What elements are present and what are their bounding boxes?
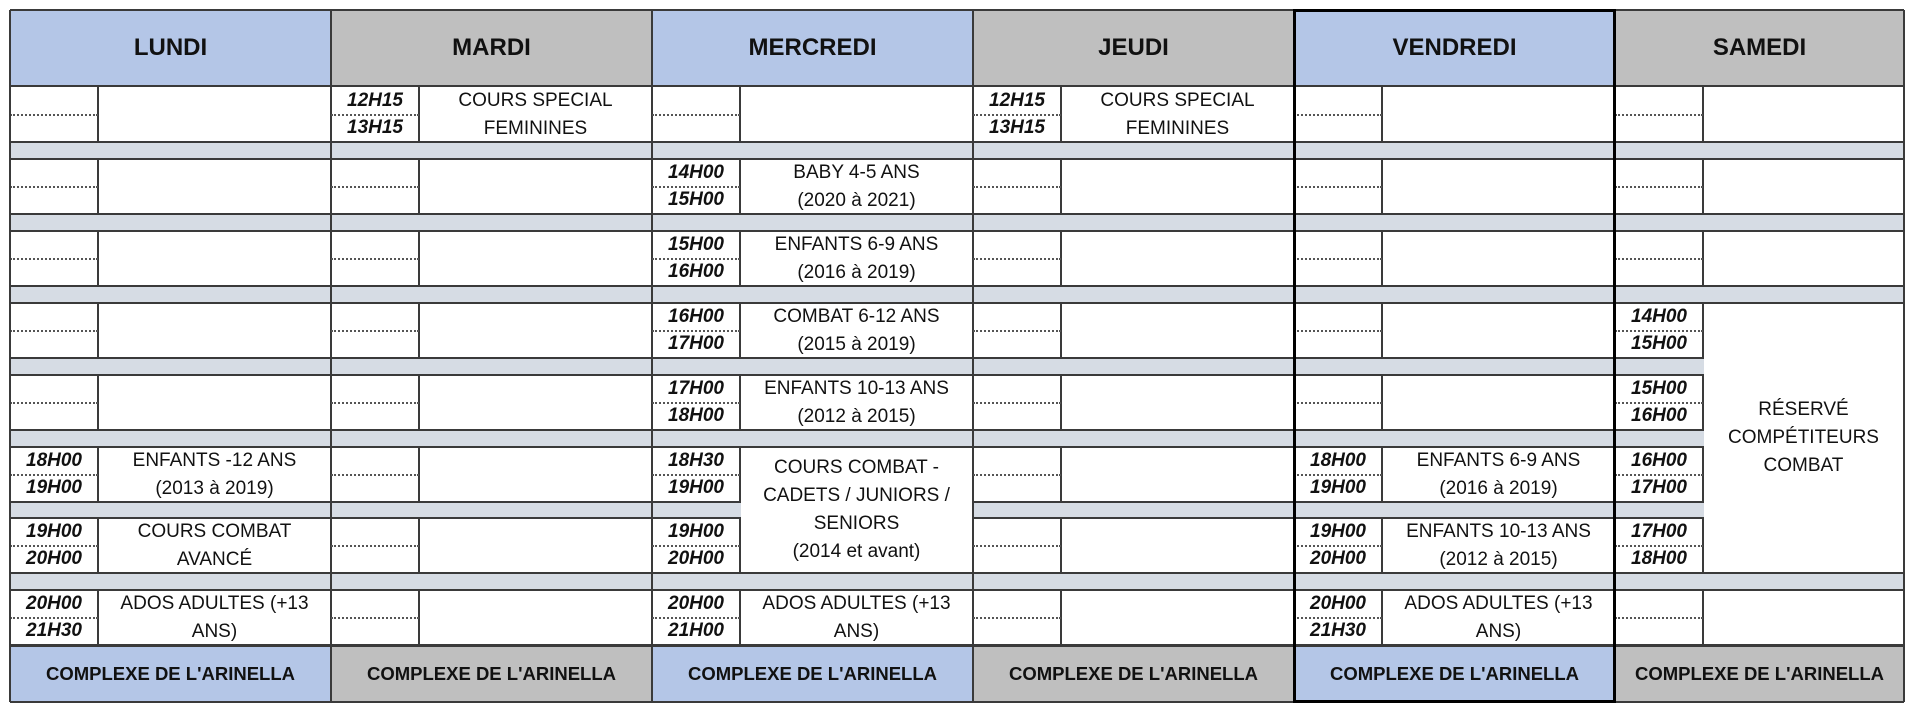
- time-cell: 19H00: [26, 520, 82, 542]
- time-divider: [10, 617, 98, 619]
- time-cell: 12H15: [989, 89, 1045, 111]
- session-label: ADOS ADULTES (+13 ANS): [120, 592, 309, 642]
- grid-line: [10, 701, 1904, 703]
- time-divider: [973, 617, 1061, 619]
- day-header-lundi: LUNDI: [10, 10, 331, 86]
- time-cell: 20H00: [1310, 592, 1366, 614]
- time-divider: [1615, 617, 1703, 619]
- time-divider: [652, 114, 740, 116]
- time-cell: 18H00: [1310, 449, 1366, 471]
- time-cell: 18H00: [1631, 548, 1687, 570]
- time-divider: [973, 114, 1061, 116]
- time-cell: 19H00: [26, 477, 82, 499]
- time-cell: 19H00: [1310, 477, 1366, 499]
- time-cell: 18H00: [668, 405, 724, 427]
- time-cell: 12H15: [347, 89, 403, 111]
- time-divider: [331, 617, 419, 619]
- time-cell: 20H00: [668, 592, 724, 614]
- time-divider: [10, 402, 98, 404]
- session-label: COMBAT 6-12 ANS (2015 à 2019): [773, 305, 940, 355]
- time-cell: 21H30: [1310, 620, 1366, 642]
- time-cell: 20H00: [668, 548, 724, 570]
- time-cell: 16H00: [1631, 449, 1687, 471]
- time-divider: [973, 258, 1061, 260]
- venue-footer: COMPLEXE DE L'ARINELLA: [331, 646, 652, 702]
- time-cell: 16H00: [668, 305, 724, 327]
- time-divider: [10, 474, 98, 476]
- time-cell: 18H00: [26, 449, 82, 471]
- time-cell: 13H15: [347, 117, 403, 139]
- time-cell: 18H30: [668, 449, 724, 471]
- time-divider: [1615, 186, 1703, 188]
- time-divider: [331, 258, 419, 260]
- session-label: ENFANTS 10-13 ANS (2012 à 2015): [764, 377, 949, 427]
- time-divider: [1615, 258, 1703, 260]
- session-label: ENFANTS 10-13 ANS (2012 à 2015): [1406, 520, 1591, 570]
- time-divider: [652, 402, 740, 404]
- time-cell: 15H00: [1631, 377, 1687, 399]
- time-divider: [331, 402, 419, 404]
- time-divider: [10, 114, 98, 116]
- time-divider: [1615, 114, 1703, 116]
- venue-footer: COMPLEXE DE L'ARINELLA: [973, 646, 1294, 702]
- day-header-samedi: SAMEDI: [1615, 10, 1904, 86]
- session-label: ENFANTS 6-9 ANS (2016 à 2019): [1416, 449, 1581, 499]
- time-cell: 21H00: [668, 620, 724, 642]
- time-cell: 15H00: [1631, 333, 1687, 355]
- session-label: COURS SPECIAL FEMININES: [1100, 89, 1255, 139]
- venue-footer: COMPLEXE DE L'ARINELLA: [1294, 646, 1615, 702]
- time-divider: [331, 330, 419, 332]
- time-divider: [652, 545, 740, 547]
- time-cell: 20H00: [26, 592, 82, 614]
- time-cell: 13H15: [989, 117, 1045, 139]
- time-cell: 19H00: [668, 520, 724, 542]
- row-separator: [10, 573, 1904, 590]
- time-cell: 16H00: [1631, 405, 1687, 427]
- time-divider: [331, 474, 419, 476]
- time-divider: [331, 186, 419, 188]
- time-divider: [10, 330, 98, 332]
- time-divider: [331, 545, 419, 547]
- time-divider: [652, 258, 740, 260]
- time-divider: [652, 617, 740, 619]
- time-cell: 20H00: [1310, 548, 1366, 570]
- time-cell: 14H00: [1631, 305, 1687, 327]
- time-cell: 17H00: [1631, 520, 1687, 542]
- session-label: ENFANTS 6-9 ANS (2016 à 2019): [774, 233, 939, 283]
- time-divider: [1615, 330, 1703, 332]
- row-separator: [10, 142, 1904, 159]
- row-separator: [10, 358, 1904, 375]
- grid-line: [10, 141, 1904, 143]
- row-separator: [10, 286, 1904, 303]
- time-divider: [331, 114, 419, 116]
- time-cell: 17H00: [668, 333, 724, 355]
- session-label: ADOS ADULTES (+13 ANS): [762, 592, 951, 642]
- time-divider: [652, 186, 740, 188]
- day-header-vendredi: VENDREDI: [1294, 10, 1615, 86]
- time-cell: 20H00: [26, 548, 82, 570]
- day-header-mercredi: MERCREDI: [652, 10, 973, 86]
- time-cell: 19H00: [1310, 520, 1366, 542]
- row-separator: [10, 214, 1904, 231]
- time-cell: 15H00: [668, 189, 724, 211]
- session-label: COURS COMBAT AVANCÉ: [137, 520, 292, 570]
- time-divider: [652, 330, 740, 332]
- venue-footer: COMPLEXE DE L'ARINELLA: [10, 646, 331, 702]
- session-label: ADOS ADULTES (+13 ANS): [1404, 592, 1593, 642]
- time-divider: [1615, 545, 1703, 547]
- time-divider: [10, 545, 98, 547]
- day-header-jeudi: JEUDI: [973, 10, 1294, 86]
- time-cell: 17H00: [1631, 477, 1687, 499]
- time-divider: [973, 330, 1061, 332]
- grid-line: [10, 9, 1904, 11]
- time-divider: [973, 402, 1061, 404]
- session-label: COURS COMBAT - CADETS / JUNIORS / SENIORS (2014 et avant): [763, 457, 950, 562]
- day-header-mardi: MARDI: [331, 10, 652, 86]
- time-cell: 14H00: [668, 161, 724, 183]
- time-divider: [1615, 402, 1703, 404]
- row-separator: [10, 430, 1904, 447]
- time-cell: 21H30: [26, 620, 82, 642]
- grid-line: [10, 85, 1904, 87]
- venue-footer: COMPLEXE DE L'ARINELLA: [652, 646, 973, 702]
- time-divider: [10, 258, 98, 260]
- time-cell: 19H00: [668, 477, 724, 499]
- time-divider: [973, 186, 1061, 188]
- session-label: RÉSERVÉ COMPÉTITEURS COMBAT: [1728, 399, 1879, 476]
- venue-footer: COMPLEXE DE L'ARINELLA: [1615, 646, 1904, 702]
- time-divider: [652, 474, 740, 476]
- time-cell: 15H00: [668, 233, 724, 255]
- time-cell: 16H00: [668, 261, 724, 283]
- session-label: COURS SPECIAL FEMININES: [458, 89, 613, 139]
- session-label: ENFANTS -12 ANS (2013 à 2019): [132, 449, 297, 499]
- time-cell: 17H00: [668, 377, 724, 399]
- vendredi-frame: [1293, 9, 1616, 703]
- time-divider: [1615, 474, 1703, 476]
- time-divider: [973, 545, 1061, 547]
- session-label: BABY 4-5 ANS (2020 à 2021): [793, 161, 920, 211]
- grid-line: [9, 10, 11, 702]
- time-divider: [973, 474, 1061, 476]
- time-divider: [10, 186, 98, 188]
